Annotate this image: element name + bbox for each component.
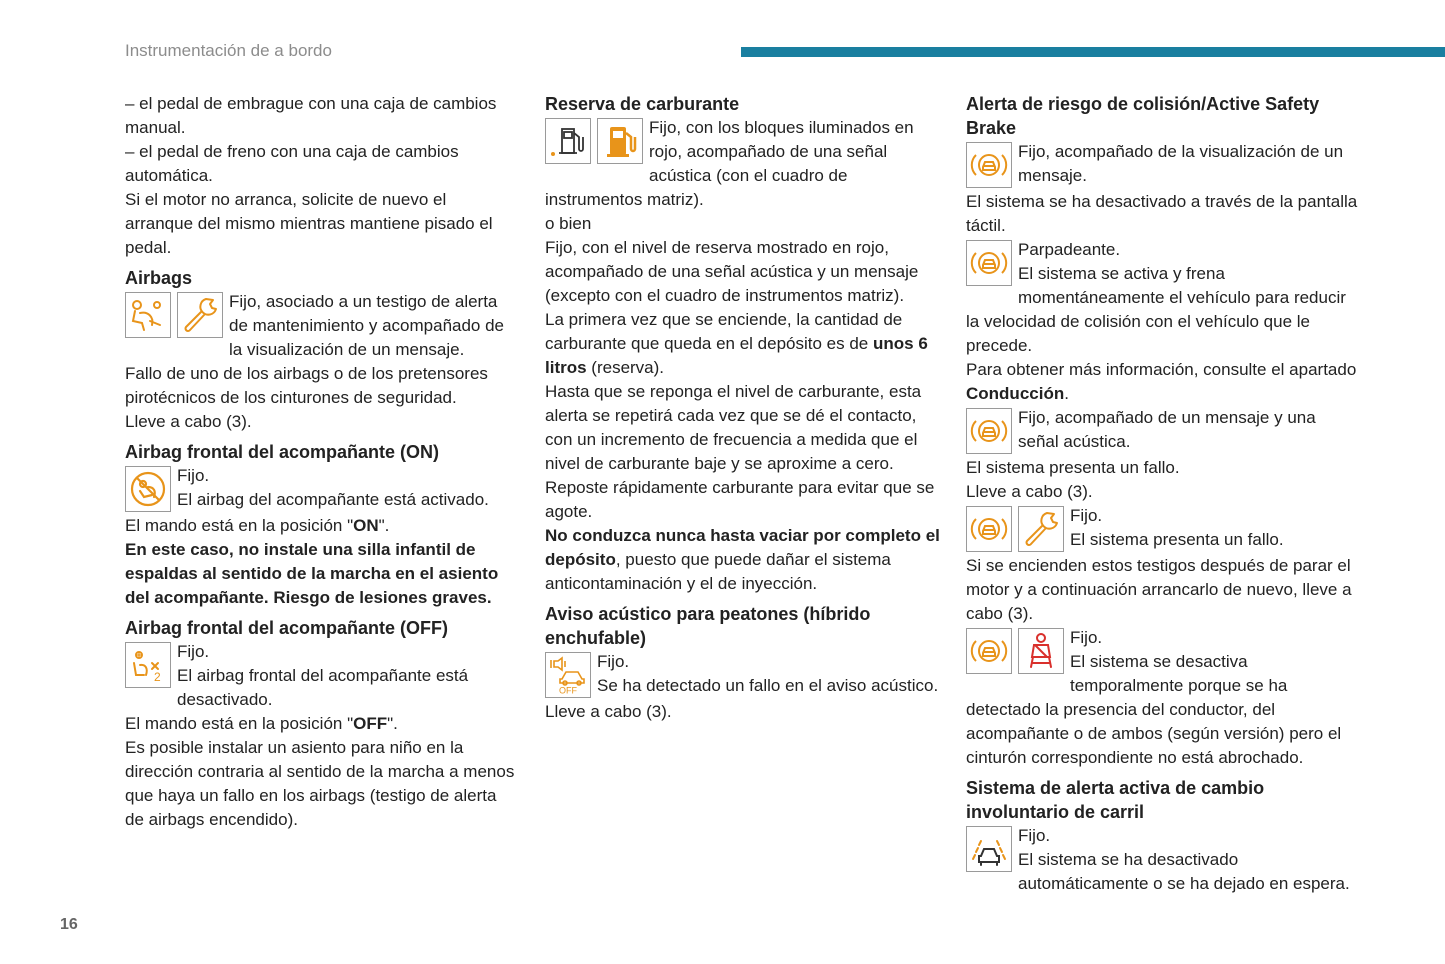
- pedestrian-text: Lleve a cabo (3).: [545, 702, 672, 721]
- collision-text: Si se encienden estos testigos después de parar el motor y a continuación arrancarlo de nuevo, lleve a cabo (3).: [966, 556, 1352, 623]
- airbag-on-warning: En este caso, no instale una silla infantil de espaldas al sentido de la marcha en el asiento del acompañante. Riesgo de lesiones graves.: [125, 540, 499, 607]
- fuel-pump-outline-icon: [545, 118, 591, 164]
- pedestrian-text: Fijo.: [597, 652, 630, 671]
- pedestrian-alert-off-icon: [545, 652, 591, 698]
- collision-text: Fijo, acompañado de la visualización de un mensaje.: [1018, 142, 1344, 185]
- collision-text: El sistema se ha desactivado a través de la pantalla táctil.: [966, 192, 1358, 235]
- wrench-icon: [177, 292, 223, 338]
- seatbelt-icon: [1018, 628, 1064, 674]
- collision-text: Fijo.: [1070, 628, 1103, 647]
- airbag-on-heading: Airbag frontal del acompañante (ON): [125, 442, 440, 462]
- airbags-text: Fallo de uno de los airbags o de los pretensores pirotécnicos de los cinturones de seguridad.: [125, 364, 488, 407]
- collision-alert-icon: [966, 142, 1012, 188]
- pedestrian-icons: [545, 652, 591, 698]
- fuel-text: Fijo, con el nivel de reserva mostrado en rojo, acompañado de una señal acústica y un mensaje (excepto con el cuadro de instrumentos matriz).: [545, 238, 919, 305]
- collision-icons: [966, 628, 1064, 674]
- airbags-heading: Airbags: [125, 268, 193, 288]
- airbags-text: Lleve a cabo (3).: [125, 412, 252, 431]
- intro-line: – el pedal de embrague con una caja de cambios manual.: [125, 94, 497, 137]
- collision-text: Fijo, acompañado de un mensaje y una señal acústica.: [1018, 408, 1316, 451]
- collision-heading: Alerta de riesgo de colisión/Active Safety Brake: [966, 94, 1320, 138]
- collision-icons: [966, 506, 1064, 552]
- fuel-icons: [545, 118, 643, 164]
- airbag-on-text: Fijo.: [177, 466, 210, 485]
- fuel-text: La primera vez que se enciende, la cantidad de carburante que queda en el depósito es de unos 6 litros (reserva).: [545, 310, 928, 377]
- airbag-off-icon: [125, 642, 171, 688]
- collision-text: Para obtener más información, consulte el apartado Conducción.: [966, 360, 1357, 403]
- airbag-off-heading: Airbag frontal del acompañante (OFF): [125, 618, 449, 638]
- svg-text:OFF: OFF: [559, 685, 577, 695]
- airbag-off-position: El mando está en la posición "OFF".: [125, 714, 398, 733]
- collision-icons: [966, 240, 1012, 286]
- fuel-text: Fijo, con los bloques iluminados en rojo, acompañado de una señal acústica (con el cuadro de instrumentos matriz).: [545, 118, 914, 209]
- airbag-on-position: El mando está en la posición "ON".: [125, 516, 390, 535]
- collision-text: El sistema presenta un fallo.: [1070, 530, 1284, 549]
- fuel-text: Hasta que se reponga el nivel de carburante, esta alerta se repetirá cada vez que se dé el contacto, con un incremento de frecuencia a medida que el nivel de carburante baje y se aproxime a cero.: [545, 382, 922, 473]
- wrench-icon: [1018, 506, 1064, 552]
- airbag-off-text: Es posible instalar un asiento para niño en la dirección contraria al sentido de la marcha a menos que haya un fallo en los airbags (testigo de alerta de airbags encendido).: [125, 738, 515, 829]
- fuel-warning: No conduzca nunca hasta vaciar por completo el depósito, puesto que puede dañar el sistema anticontaminación y el de inyección.: [545, 526, 940, 593]
- header-accent-bar: [741, 47, 1445, 57]
- column-2: [545, 92, 941, 724]
- page-number: 16: [60, 916, 78, 933]
- lane-text: Fijo.: [1018, 826, 1051, 845]
- collision-text: El sistema presenta un fallo.: [966, 458, 1180, 477]
- lane-heading: Sistema de alerta activa de cambio involuntario de carril: [966, 778, 1265, 822]
- collision-text: Lleve a cabo (3).: [966, 482, 1093, 501]
- pedestrian-heading: Aviso acústico para peatones (híbrido enchufable): [545, 604, 871, 648]
- collision-alert-icon: [966, 628, 1012, 674]
- airbag-off-text: El airbag frontal del acompañante está desactivado.: [177, 666, 469, 709]
- lane-icons: [966, 826, 1012, 872]
- airbag-on-icon: [125, 466, 171, 512]
- collision-text: El sistema se desactiva temporalmente porque se ha detectado la presencia del conductor, del acompañante o de ambos (según versión) pero el cinturón correspondiente no está abrochado.: [966, 652, 1342, 767]
- collision-text: Fijo.: [1070, 506, 1103, 525]
- header-title: Instrumentación de a bordo: [125, 41, 332, 60]
- airbag-off-icons: [125, 642, 171, 688]
- collision-text: El sistema se activa y frena momentáneamente el vehículo para reducir la velocidad de colisión con el vehículo que le precede.: [966, 264, 1346, 355]
- airbag-on-icons: [125, 466, 171, 512]
- intro-line: Si el motor no arranca, solicite de nuevo el arranque del mismo mientras mantiene pisado el pedal.: [125, 190, 493, 257]
- svg-text:2: 2: [154, 670, 161, 684]
- collision-icons: [966, 408, 1012, 454]
- lane-text: El sistema se ha desactivado automáticamente o se ha dejado en espera.: [1018, 850, 1350, 893]
- fuel-heading: Reserva de carburante: [545, 94, 740, 114]
- fuel-text: Reposte rápidamente carburante para evitar que se agote.: [545, 478, 935, 521]
- collision-alert-icon: [966, 506, 1012, 552]
- collision-alert-icon: [966, 408, 1012, 454]
- fuel-pump-icon: [597, 118, 643, 164]
- lane-departure-icon: [966, 826, 1012, 872]
- airbags-text: Fijo, asociado a un testigo de alerta de mantenimiento y acompañado de la visualización de un mensaje.: [229, 292, 505, 359]
- collision-alert-icon: [966, 240, 1012, 286]
- airbags-icons: [125, 292, 223, 338]
- collision-icons: [966, 142, 1012, 188]
- column-3: [966, 92, 1358, 896]
- collision-text: Parpadeante.: [1018, 240, 1121, 259]
- column-1: [125, 92, 517, 832]
- airbag-on-text: El airbag del acompañante está activado.: [177, 490, 489, 509]
- intro-line: – el pedal de freno con una caja de cambios automática.: [125, 142, 459, 185]
- airbag-off-text: Fijo.: [177, 642, 210, 661]
- pedestrian-text: Se ha detectado un fallo en el aviso acústico.: [597, 676, 939, 695]
- fuel-text: o bien: [545, 214, 592, 233]
- airbag-fault-icon: [125, 292, 171, 338]
